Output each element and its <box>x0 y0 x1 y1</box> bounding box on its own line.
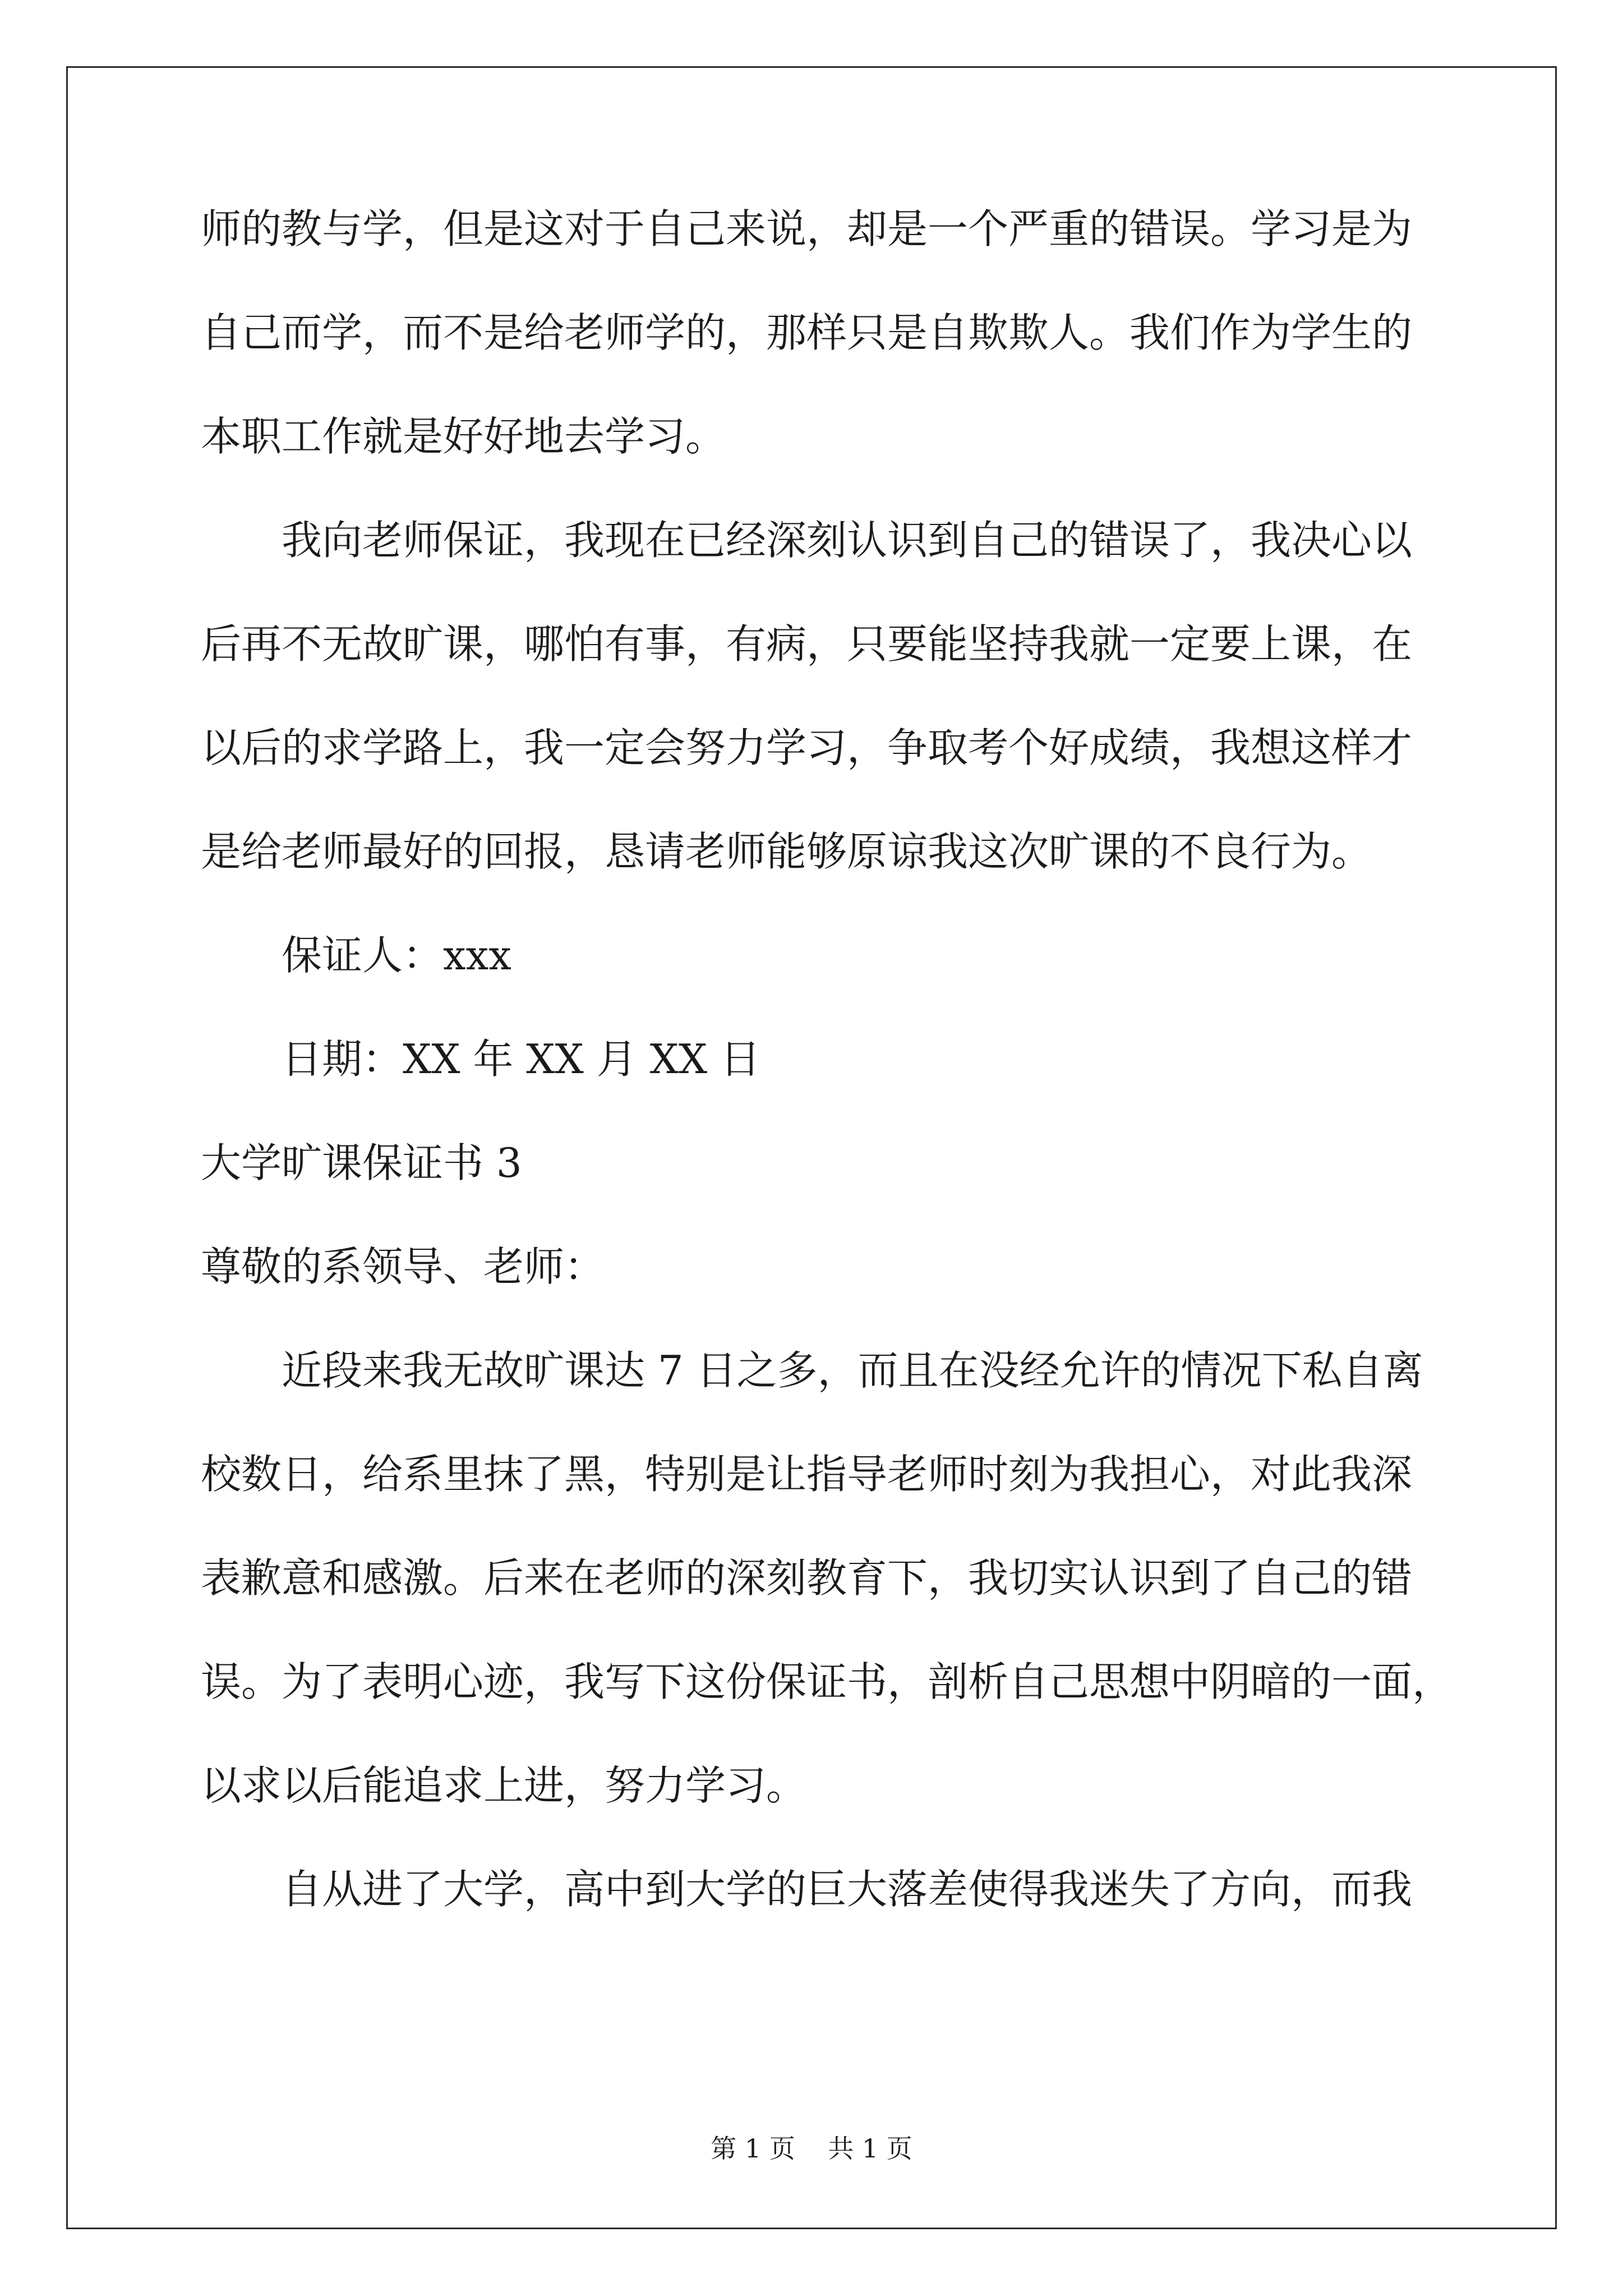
paragraph-absence-line: 表歉意和感激。后来在老师的深刻教育下，我切实认识到了自己的错 <box>201 1554 1413 1602</box>
paragraph-continuation-line: 本职工作就是好好地去学习。 <box>201 413 726 460</box>
salutation-line: 尊敬的系领导、老师： <box>201 1243 605 1290</box>
paragraph-promise-line: 是给老师最好的回报，恳请老师能够原谅我这次旷课的不良行为。 <box>201 828 1372 875</box>
paragraph-absence-line: 误。为了表明心迹，我写下这份保证书，剖析自己思想中阴暗的一面， <box>201 1658 1453 1705</box>
paragraph-continuation-line: 自己而学，而不是给老师学的，那样只是自欺欺人。我们作为学生的 <box>201 309 1413 356</box>
date-line-line: 日期：XX 年 XX 月 XX 日 <box>282 1036 760 1083</box>
paragraph-absence-line: 近段来我无故旷课达 7 日之多，而且在没经允许的情况下私自离 <box>282 1347 1423 1394</box>
page-footer: 第 1 页 共 1 页 <box>711 2133 912 2164</box>
paragraph-university-line: 自从进了大学，高中到大学的巨大落差使得我迷失了方向，而我 <box>282 1866 1413 1913</box>
paragraph-promise-line: 后再不无故旷课，哪怕有事，有病，只要能坚持我就一定要上课，在 <box>201 620 1413 668</box>
paragraph-absence-line: 以求以后能追求上进，努力学习。 <box>201 1762 807 1809</box>
paragraph-promise-line: 我向老师保证，我现在已经深刻认识到自己的错误了，我决心以 <box>282 517 1413 564</box>
guarantor-line-line: 保证人：xxx <box>282 932 511 979</box>
section-title-line: 大学旷课保证书 3 <box>201 1139 522 1186</box>
paragraph-promise-line: 以后的求学路上，我一定会努力学习，争取考个好成绩，我想这样才 <box>201 724 1413 771</box>
paragraph-absence-line: 校数日，给系里抹了黑，特别是让指导老师时刻为我担心，对此我深 <box>201 1451 1413 1498</box>
paragraph-continuation-line: 师的教与学，但是这对于自己来说，却是一个严重的错误。学习是为 <box>201 205 1413 252</box>
